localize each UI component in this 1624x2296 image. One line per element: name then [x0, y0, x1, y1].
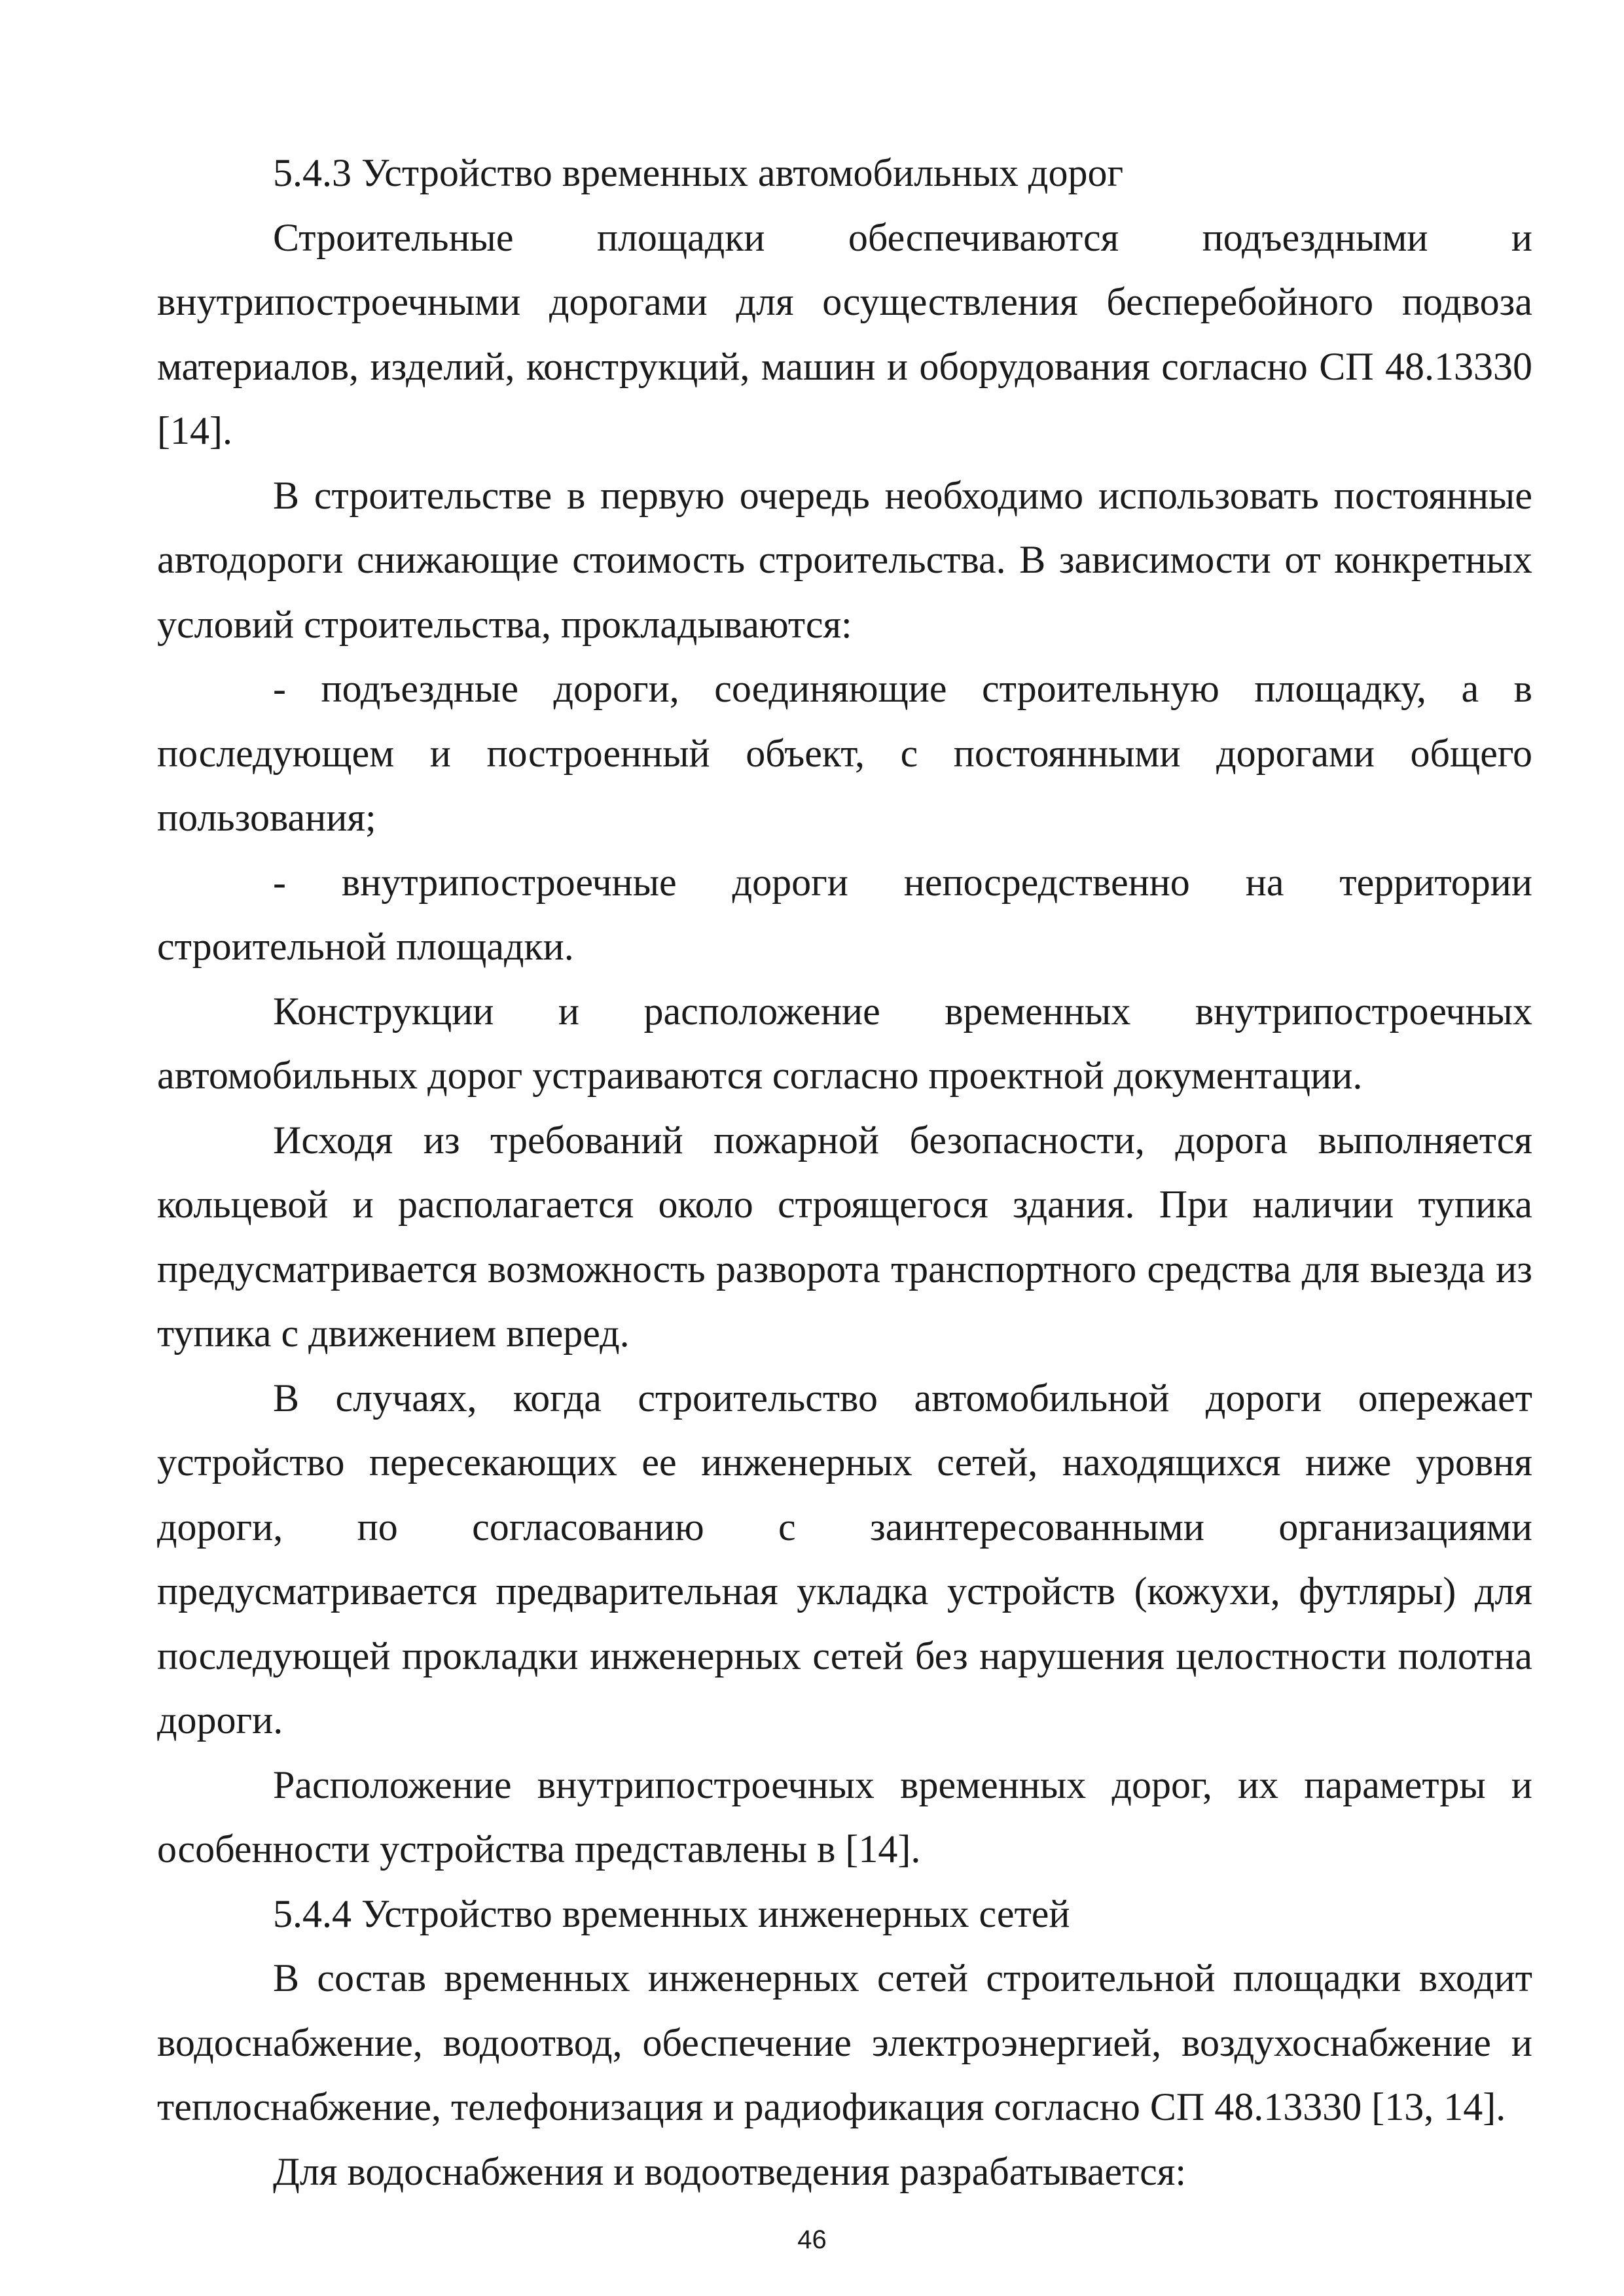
list-item-access-roads: - подъездные дороги, соединяющие строительную площадку, а в последующем и построенный объект, с постоянными дорогами общего пользования;: [157, 667, 1532, 839]
list-item-onsite-roads: - внутрипостроечные дороги непосредственно на территории строительной площадки.: [157, 860, 1532, 968]
paragraph-utility-networks: В состав временных инженерных сетей строительной площадки входит водоснабжение, водоотвод, обеспечение электроэнергией, воздухоснабжение и теплоснабжение, телефонизация и радиофикация согласно СП 48.13330 [13, 14].: [157, 1956, 1532, 2128]
paragraph-road-parameters: Расположение внутрипостроечных временных дорог, их параметры и особенности устройства представлены в [14].: [157, 1763, 1532, 1871]
page-body: [157, 141, 1532, 2204]
section-heading-5-4-4: 5.4.4 Устройство временных инженерных сетей: [273, 1892, 1070, 1935]
paragraph-water-supply: Для водоснабжения и водоотведения разрабатывается:: [273, 2149, 1186, 2193]
section-heading-5-4-3: 5.4.3 Устройство временных автомобильных дорог: [273, 151, 1124, 194]
paragraph-permanent-roads: В строительстве в первую очередь необходимо использовать постоянные автодороги снижающие стоимость строительства. В зависимости от конкретных условий строительства, прокладываются:: [157, 473, 1532, 646]
paragraph-roads-supply: Строительные площадки обеспечиваются подъездными и внутрипостроечными дорогами для осуществления бесперебойного подвоза материалов, изделий, конструкций, машин и оборудования согласно СП 48.13330 [14].: [157, 215, 1532, 452]
paragraph-utility-crossings: В случаях, когда строительство автомобильной дороги опережает устройство пересекающих ее инженерных сетей, находящихся ниже уровня дороги, по согласованию с заинтересованными организациями предусматривается предварительная укладка устройств (кожухи, футляры) для последующей прокладки инженерных сетей без нарушения целостности полотна дороги.: [157, 1376, 1532, 1742]
paragraph-road-design: Конструкции и расположение временных внутрипостроечных автомобильных дорог устраиваются согласно проектной документации.: [157, 989, 1532, 1097]
paragraph-fire-safety: Исходя из требований пожарной безопасности, дорога выполняется кольцевой и располагается около строящегося здания. При наличии тупика предусматривается возможность разворота транспортного средства для выезда из тупика с движением вперед.: [157, 1118, 1532, 1355]
page-number: 46: [797, 2225, 827, 2254]
